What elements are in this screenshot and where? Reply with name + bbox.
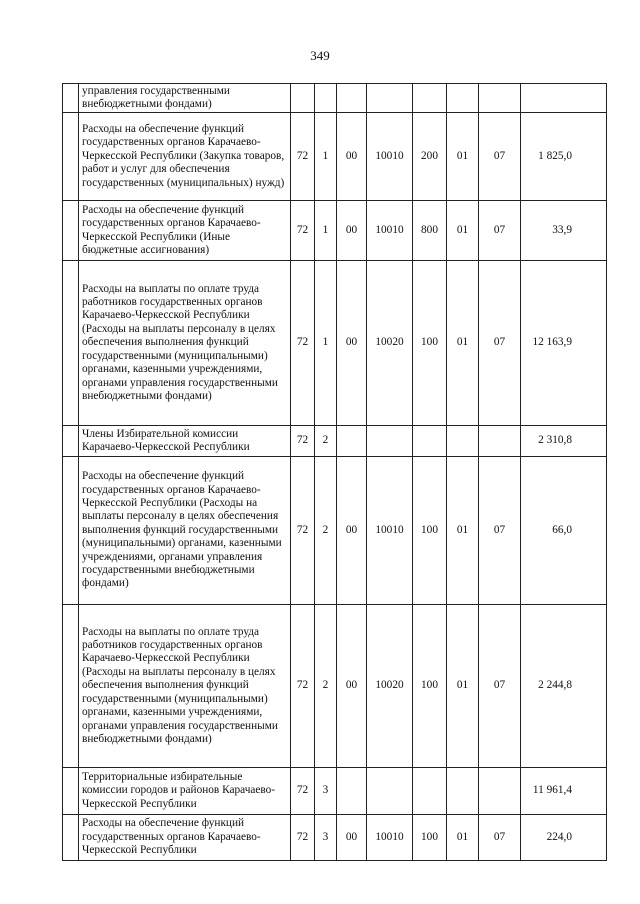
- row-name: Расходы на выплаты по оплате труда работников государственных органов Карачаево-Черкесской Республики (Расходы на выплаты персоналу в целях обеспечения выполнения функций государственными (муниципальными) органами, казенными учреждениями, органами управления государственными внебюджетными фондами): [79, 605, 291, 768]
- code-cell: 01: [447, 815, 479, 861]
- code-cell: 00: [337, 815, 367, 861]
- code-cell: 3: [315, 815, 337, 861]
- code-cell: 01: [447, 201, 479, 261]
- amount-cell: 12 163,9: [521, 261, 607, 426]
- code-cell: 01: [447, 261, 479, 426]
- code-cell: 07: [479, 815, 521, 861]
- table-row: [63, 84, 607, 113]
- code-cell: 07: [479, 261, 521, 426]
- code-cell: 1: [315, 261, 337, 426]
- blank-cell: [63, 201, 79, 261]
- code-cell: 100: [413, 261, 447, 426]
- code-cell: 07: [479, 201, 521, 261]
- row-name: Члены Избирательной комиссии Карачаево-Черкесской Республики: [79, 426, 291, 457]
- code-cell: 00: [337, 201, 367, 261]
- row-name: Расходы на выплаты по оплате труда работников государственных органов Карачаево-Черкесской Республики (Расходы на выплаты персоналу в целях обеспечения выполнения функций государственными (муниципальными) органами, казенными учреждениями, органами управления государственными внебюджетными фондами): [79, 261, 291, 426]
- table-row: [63, 113, 607, 201]
- code-cell: 00: [337, 457, 367, 605]
- code-cell: [413, 768, 447, 815]
- blank-cell: [63, 457, 79, 605]
- blank-cell: [63, 815, 79, 861]
- code-cell: 10020: [367, 261, 413, 426]
- code-cell: [367, 84, 413, 113]
- table-row: [63, 426, 607, 457]
- code-cell: 72: [291, 457, 315, 605]
- row-name: управления государственными внебюджетными фондами): [79, 84, 291, 113]
- code-cell: 1: [315, 113, 337, 201]
- amount-cell: 11 961,4: [521, 768, 607, 815]
- code-cell: [367, 426, 413, 457]
- code-cell: 00: [337, 605, 367, 768]
- row-name: Территориальные избирательные комиссии городов и районов Карачаево-Черкесской Республики: [79, 768, 291, 815]
- amount-cell: 2 244,8: [521, 605, 607, 768]
- code-cell: 01: [447, 457, 479, 605]
- code-cell: 200: [413, 113, 447, 201]
- code-cell: 2: [315, 605, 337, 768]
- code-cell: [447, 768, 479, 815]
- blank-cell: [63, 768, 79, 815]
- row-name: Расходы на обеспечение функций государственных органов Карачаево-Черкесской Республики (Расходы на выплаты персоналу в целях обеспечения выполнения функций государственными (муниципальными) органами, казенными учреждениями, органами управления государственными внебюджетными фондами): [79, 457, 291, 605]
- budget-table: [62, 83, 607, 861]
- code-cell: 2: [315, 457, 337, 605]
- code-cell: 72: [291, 605, 315, 768]
- page-number: 349: [310, 48, 330, 63]
- code-cell: 72: [291, 768, 315, 815]
- code-cell: 00: [337, 113, 367, 201]
- row-name: Расходы на обеспечение функций государственных органов Карачаево-Черкесской Республики (Закупка товаров, работ и услуг для обеспечения государственных (муниципальных) нужд): [79, 113, 291, 201]
- amount-cell: 33,9: [521, 201, 607, 261]
- table-row: [63, 768, 607, 815]
- code-cell: 10010: [367, 815, 413, 861]
- code-cell: [413, 426, 447, 457]
- code-cell: [479, 426, 521, 457]
- row-name: Расходы на обеспечение функций государственных органов Карачаево-Черкесской Республики: [79, 815, 291, 861]
- code-cell: [413, 84, 447, 113]
- amount-cell: 1 825,0: [521, 113, 607, 201]
- code-cell: 07: [479, 605, 521, 768]
- blank-cell: [63, 426, 79, 457]
- code-cell: [479, 84, 521, 113]
- table-row: [63, 261, 607, 426]
- code-cell: 72: [291, 261, 315, 426]
- table-row: [63, 605, 607, 768]
- blank-cell: [63, 261, 79, 426]
- code-cell: 10010: [367, 457, 413, 605]
- code-cell: 100: [413, 815, 447, 861]
- code-cell: 2: [315, 426, 337, 457]
- blank-cell: [63, 113, 79, 201]
- amount-cell: [521, 84, 607, 113]
- code-cell: [315, 84, 337, 113]
- code-cell: 07: [479, 457, 521, 605]
- code-cell: 1: [315, 201, 337, 261]
- code-cell: 01: [447, 605, 479, 768]
- amount-cell: 2 310,8: [521, 426, 607, 457]
- code-cell: 3: [315, 768, 337, 815]
- code-cell: 72: [291, 815, 315, 861]
- table-row: [63, 201, 607, 261]
- table-row: [63, 815, 607, 861]
- blank-cell: [63, 605, 79, 768]
- code-cell: 07: [479, 113, 521, 201]
- code-cell: [337, 426, 367, 457]
- table-row: [63, 457, 607, 605]
- code-cell: [367, 768, 413, 815]
- amount-cell: 66,0: [521, 457, 607, 605]
- code-cell: 10010: [367, 201, 413, 261]
- code-cell: [337, 84, 367, 113]
- code-cell: 10020: [367, 605, 413, 768]
- code-cell: 100: [413, 605, 447, 768]
- row-name: Расходы на обеспечение функций государственных органов Карачаево-Черкесской Республики (Иные бюджетные ассигнования): [79, 201, 291, 261]
- code-cell: [291, 84, 315, 113]
- code-cell: 100: [413, 457, 447, 605]
- code-cell: [447, 426, 479, 457]
- code-cell: 10010: [367, 113, 413, 201]
- code-cell: [337, 768, 367, 815]
- code-cell: 72: [291, 426, 315, 457]
- code-cell: [479, 768, 521, 815]
- amount-cell: 224,0: [521, 815, 607, 861]
- code-cell: 72: [291, 201, 315, 261]
- code-cell: 800: [413, 201, 447, 261]
- blank-cell: [63, 84, 79, 113]
- code-cell: [447, 84, 479, 113]
- code-cell: 01: [447, 113, 479, 201]
- code-cell: 00: [337, 261, 367, 426]
- code-cell: 72: [291, 113, 315, 201]
